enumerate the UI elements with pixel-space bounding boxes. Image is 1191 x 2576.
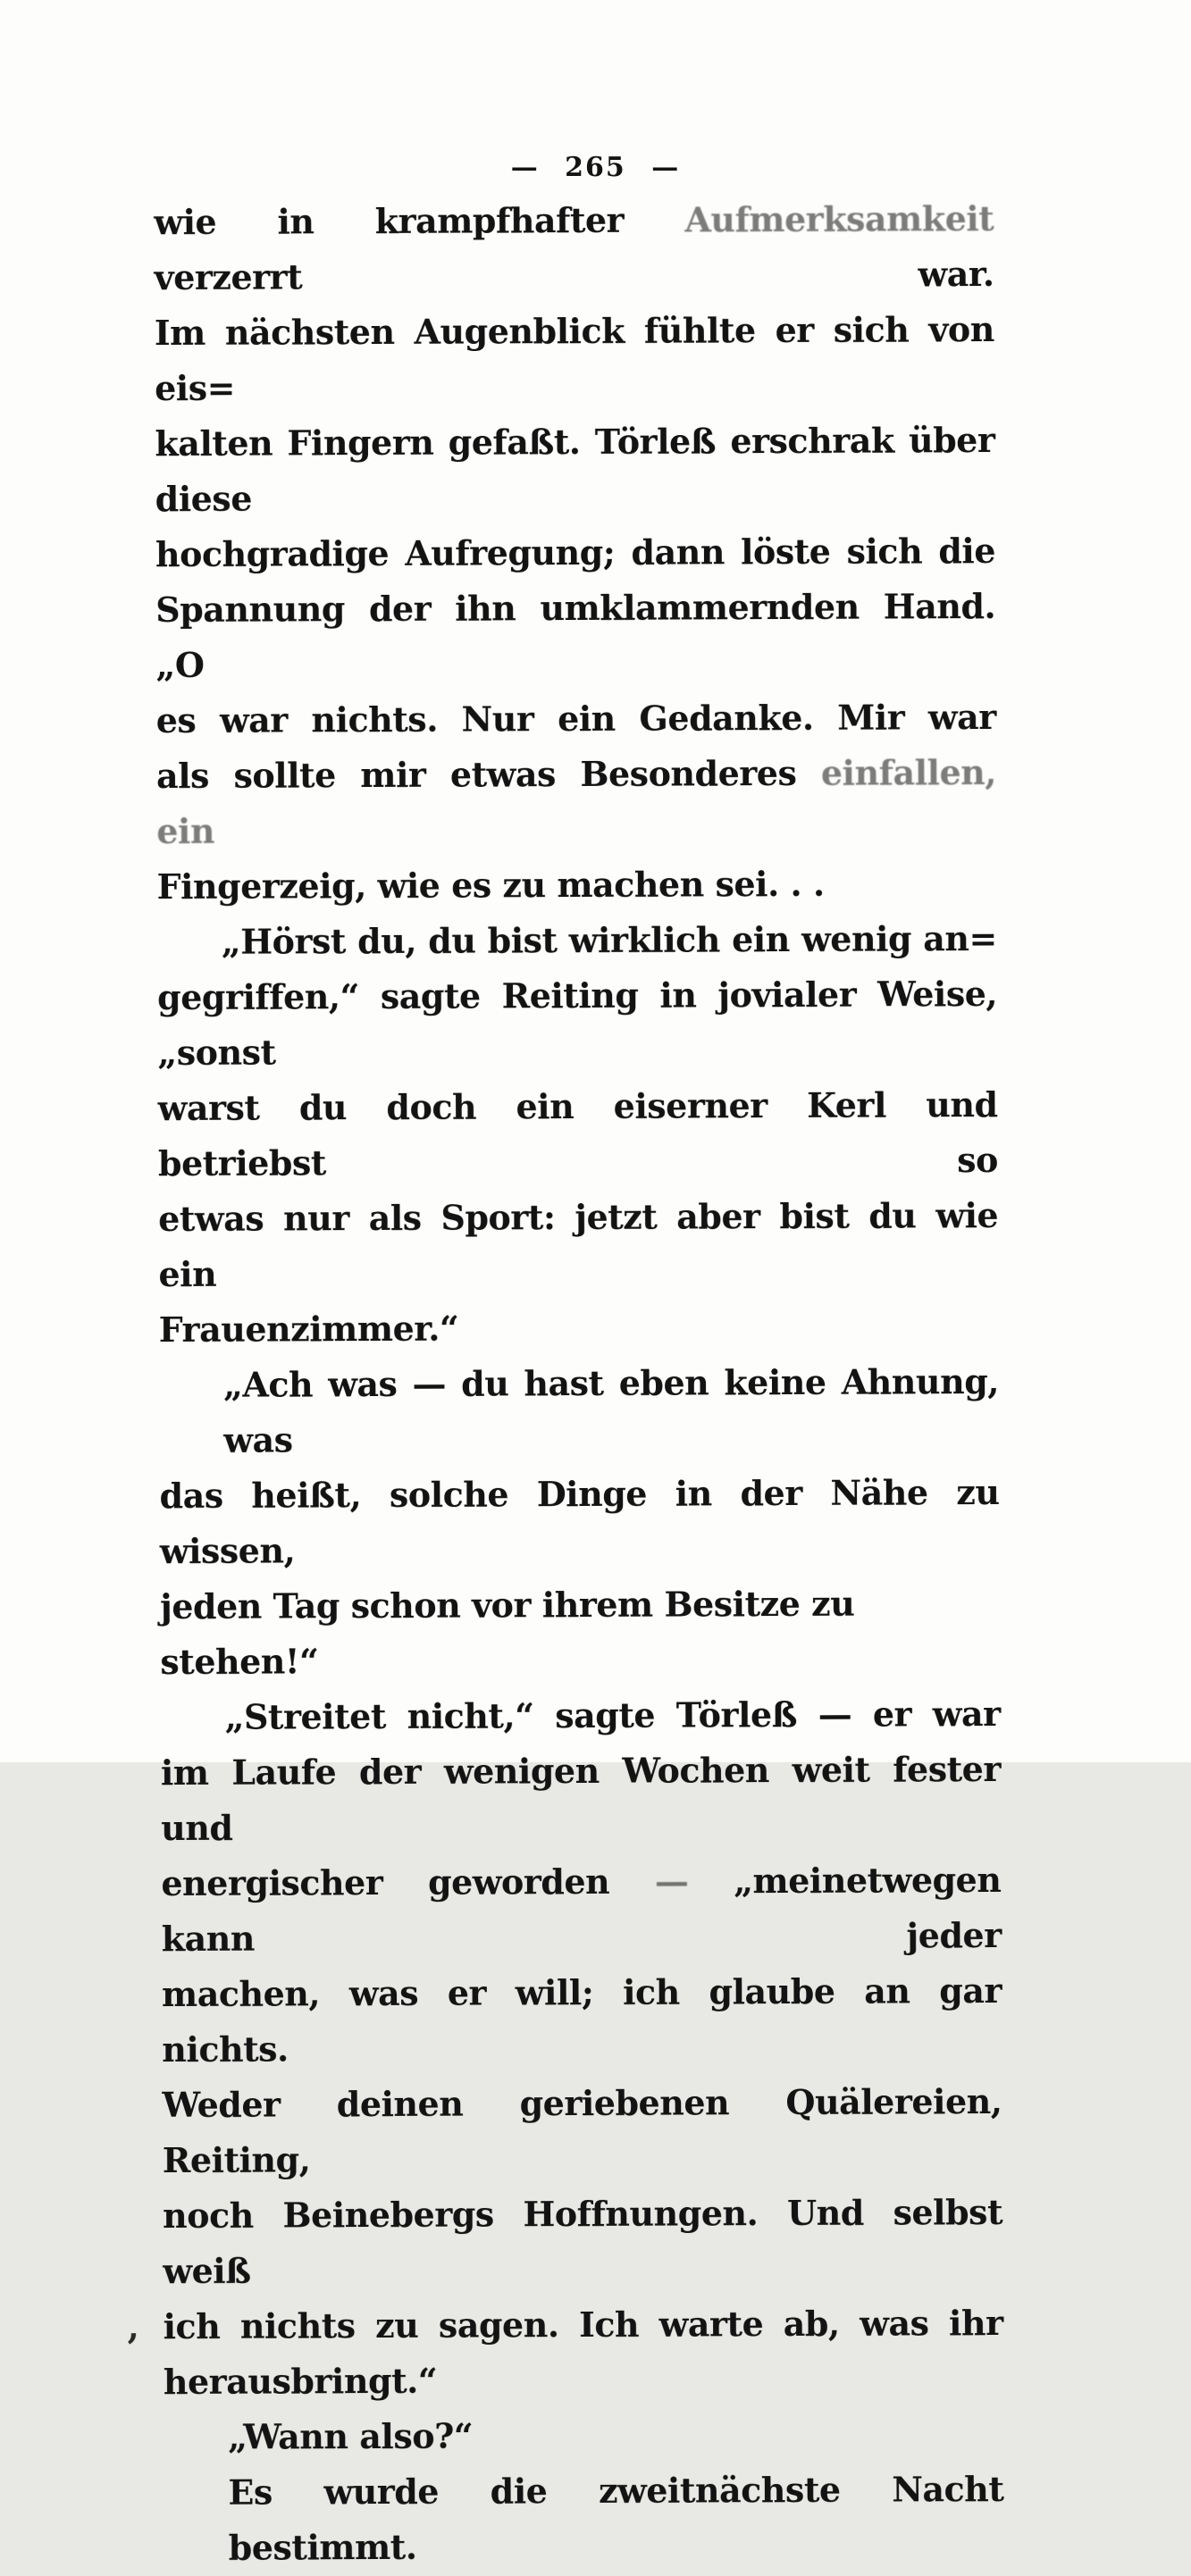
text-line: „Streitet nicht,“ sagte Törleß — er war: [160, 1686, 1000, 1745]
text-line: machen, was er will; ich glaube an gar nichts.: [162, 1963, 1002, 2078]
text-line: das heißt, solche Dinge in der Nähe zu wissen,: [159, 1465, 1000, 1579]
text-line: „Ach was — du hast eben keine Ahnung, was: [159, 1354, 1000, 1468]
page-number-header: — 265 —: [0, 152, 1191, 183]
text-segment: verzerrt war.: [154, 254, 994, 297]
text-line: im Laufe der wenigen Wochen weit fester und: [161, 1742, 1002, 1856]
text-line: Fingerzeig, wie es zu machen sei. . .: [156, 856, 996, 915]
text-line: [156, 745, 997, 859]
text-line: noch Beinebergs Hoffnungen. Und selbst weiß: [163, 2185, 1003, 2299]
text-line: Weder deinen geriebenen Quälereien, Reiting,: [162, 2074, 1002, 2188]
text-line: jeden Tag schon vor ihrem Besitze zu stehen!“: [160, 1576, 1001, 1690]
text-line: herausbringt.“: [164, 2351, 1003, 2410]
text-segment: wie in krampfhafter: [154, 199, 684, 242]
faded-ink-segment: —: [655, 1861, 689, 1901]
faded-ink-segment: Aufmerksamkeit: [684, 198, 994, 240]
text-line: ich nichts zu sagen. Ich warte ab, was ihr ,: [163, 2296, 1002, 2354]
text-segment: energischer geworden: [161, 1861, 655, 1903]
text-line: Es wurde die zweitnächste Nacht bestimmt.: [164, 2462, 1004, 2576]
text-line: hochgradige Aufregung; dann löste sich die: [155, 523, 995, 582]
text-segment: „meinetwegen kann jeder: [162, 1860, 1002, 1959]
text-line: [161, 1853, 1002, 1967]
text-line: „Wann also?“: [164, 2406, 1003, 2465]
text-line: kalten Fingern gefaßt. Törleß erschrak über diese: [155, 413, 995, 527]
text-line: [154, 191, 994, 305]
faded-ink-segment: einfallen, ein: [156, 752, 996, 851]
text-line: Frauenzimmer.“: [159, 1299, 999, 1358]
text-segment: als sollte mir etwas Besonderes: [156, 753, 821, 796]
text-line: es war nichts. Nur ein Gedanke. Mir war: [156, 690, 996, 749]
margin-ink-speck: ,: [127, 2299, 138, 2354]
text-line: „Hörst du, du bist wirklich ein wenig an=: [157, 911, 997, 970]
text-block: [154, 191, 1004, 2576]
text-line: Spannung der ihn umklammernden Hand. „O: [155, 579, 996, 693]
text-line: etwas nur als Sport: jetzt aber bist du wie ein: [158, 1188, 999, 1302]
text-line: Im nächsten Augenblick fühlte er sich von eis=: [155, 302, 995, 416]
text-line: warst du doch ein eiserner Kerl und betriebst so: [158, 1077, 999, 1192]
text-line: gegriffen,“ sagte Reiting in jovialer Weise, „sonst: [157, 966, 998, 1081]
